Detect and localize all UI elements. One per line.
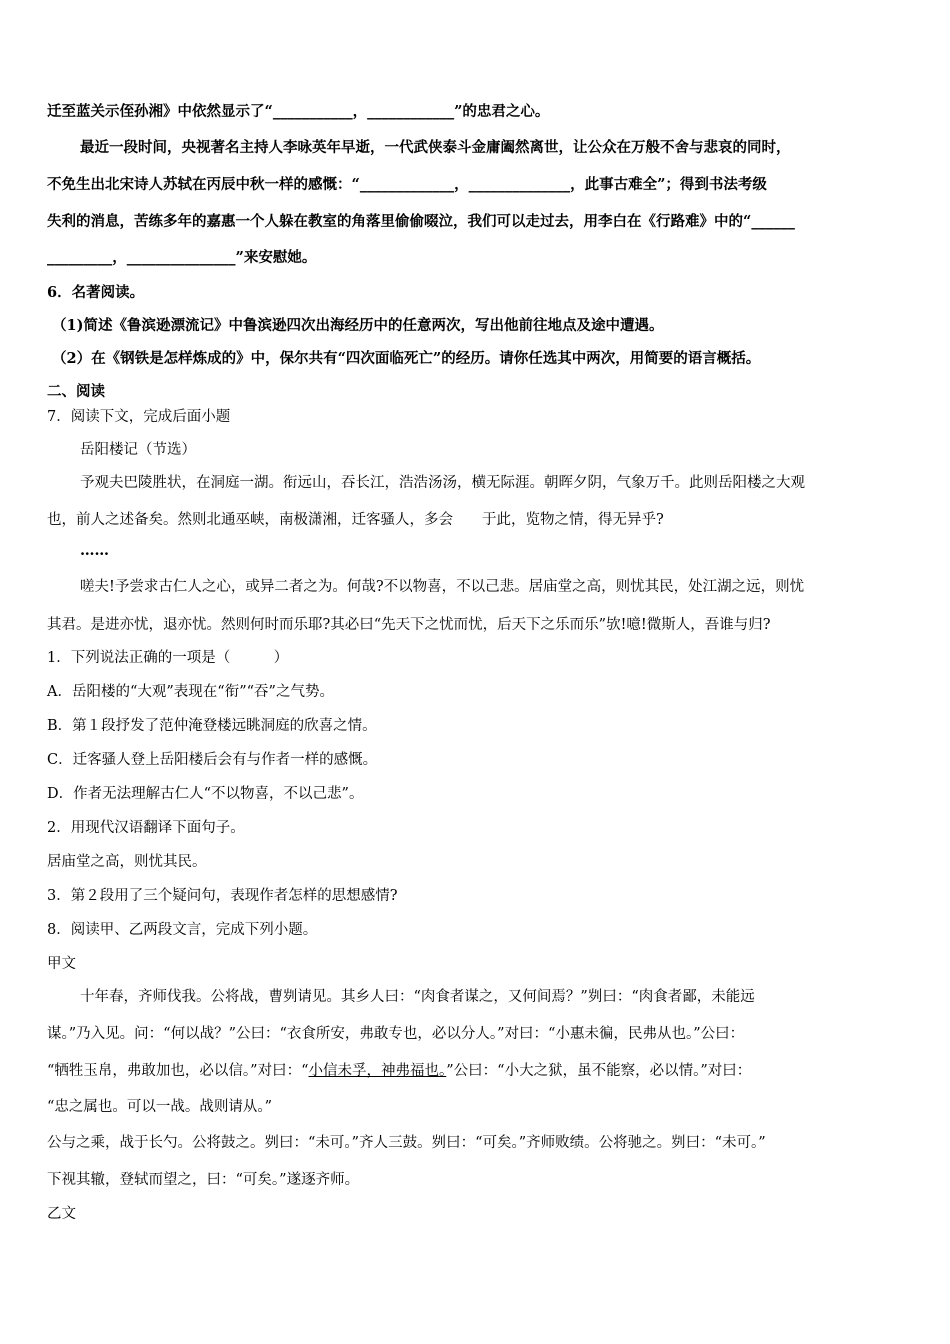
- sub-question-2: 2．用现代汉语翻译下面句子。: [47, 820, 245, 836]
- underlined-sentence: 小信未孚，神弗福也。: [308, 1063, 447, 1079]
- question-6-part-1: （1)简述《鲁滨逊漂流记》中鲁滨逊四次出海经历中的任意两次，写出他前往地点及途中遭遇。: [52, 317, 664, 334]
- passage-text: “牺牲玉帛，弗敢加也，必以信。”对曰：“: [47, 1063, 309, 1079]
- passage-line: 嗟夫!予尝求古仁人之心，或异二者之为。何哉?不以物喜，不以己悲。居庙堂之高，则忧其民，处江湖之远，则忧: [80, 579, 805, 595]
- translation-sentence: 居庙堂之高，则忧其民。: [47, 854, 207, 870]
- option-d: D．作者无法理解古仁人“不以物喜，不以己悲”。: [47, 786, 364, 802]
- passage-line: 下视其辙，登轼而望之，曰：“可矣。”遂逐齐师。: [47, 1172, 360, 1188]
- sub-question-1: 1．下列说法正确的一项是（ ）: [47, 650, 289, 666]
- option-b: B．第１段抒发了范仲淹登楼远眺洞庭的欣喜之情。: [47, 718, 377, 734]
- paragraph-line: 失利的消息，苦练多年的嘉惠一个人躲在教室的角落里偷偷啜泣，我们可以走过去，用李白在《行路难》中的“______: [47, 213, 795, 230]
- passage-line: [47, 1061, 751, 1081]
- poem-quote-line: 迁至蓝关示侄孙湘》中依然显示了“___________，____________”的忠君之心。: [47, 103, 550, 120]
- passage-line: 予观夫巴陵胜状，在洞庭一湖。衔远山，吞长江，浩浩汤汤，横无际涯。朝晖夕阴，气象万千。此则岳阳楼之大观: [80, 475, 805, 491]
- text-b-label: 乙文: [47, 1206, 76, 1222]
- paragraph-line: _________，_______________”来安慰她。: [47, 249, 317, 266]
- paragraph-line: 最近一段时间，央视著名主持人李咏英年早逝，一代武侠泰斗金庸阖然离世，让公众在万般不舍与悲哀的同时，: [80, 139, 791, 156]
- text-a-label: 甲文: [47, 956, 76, 972]
- passage-line: 其君。是进亦忧，退亦忧。然则何时而乐耶?其必曰“先天下之忧而忧，后天下之乐而乐”欤!噫!微斯人，吾谁与归?: [47, 617, 771, 633]
- passage-line: “忠之属也。可以一战。战则请从。”: [47, 1099, 273, 1115]
- passage-line: 也，前人之述备矣。然则北通巫峡，南极潇湘，迁客骚人，多会 于此，览物之情，得无异乎?: [47, 512, 664, 528]
- sub-question-3: 3．第２段用了三个疑问句，表现作者怎样的思想感情?: [47, 888, 398, 904]
- passage-text: ”公曰：“小大之狱，虽不能察，必以情。”对曰：: [446, 1063, 752, 1079]
- question-7-title: 7．阅读下文，完成后面小题: [47, 409, 231, 425]
- passage-title: 岳阳楼记（节选）: [80, 442, 196, 458]
- passage-line: 公与之乘，战于长勺。公将鼓之。刿曰：“未可。”齐人三鼓。刿曰：“可矣。”齐师败绩。公将驰之。刿曰：“未可。”: [47, 1135, 766, 1151]
- passage-line: 十年春，齐师伐我。公将战，曹刿请见。其乡人曰：“肉食者谋之，又何间焉？”刿曰：“肉食者鄙，未能远: [80, 989, 755, 1005]
- option-a: A．岳阳楼的“大观”表现在“衔”“吞”之气势。: [47, 684, 334, 700]
- question-6-part-2: （2）在《钢铁是怎样炼成的》中，保尔共有“四次面临死亡”的经历。请你任选其中两次，用简要的语言概括。: [52, 350, 761, 367]
- section-heading: 二、阅读: [47, 383, 105, 400]
- question-6-title: 6．名著阅读。: [47, 284, 145, 301]
- option-c: C．迁客骚人登上岳阳楼后会有与作者一样的感慨。: [47, 752, 378, 768]
- paragraph-line: 不免生出北宋诗人苏轼在丙辰中秋一样的感慨：“_____________，______________，此事古难全”；得到书法考级: [47, 176, 767, 193]
- question-8-title: 8．阅读甲、乙两段文言，完成下列小题。: [47, 922, 318, 938]
- ellipsis: ……: [80, 542, 109, 559]
- passage-line: 谋。”乃入见。问：“何以战？”公曰：“衣食所安，弗敢专也，必以分人。”对曰：“小惠未徧，民弗从也。”公曰：: [47, 1026, 745, 1042]
